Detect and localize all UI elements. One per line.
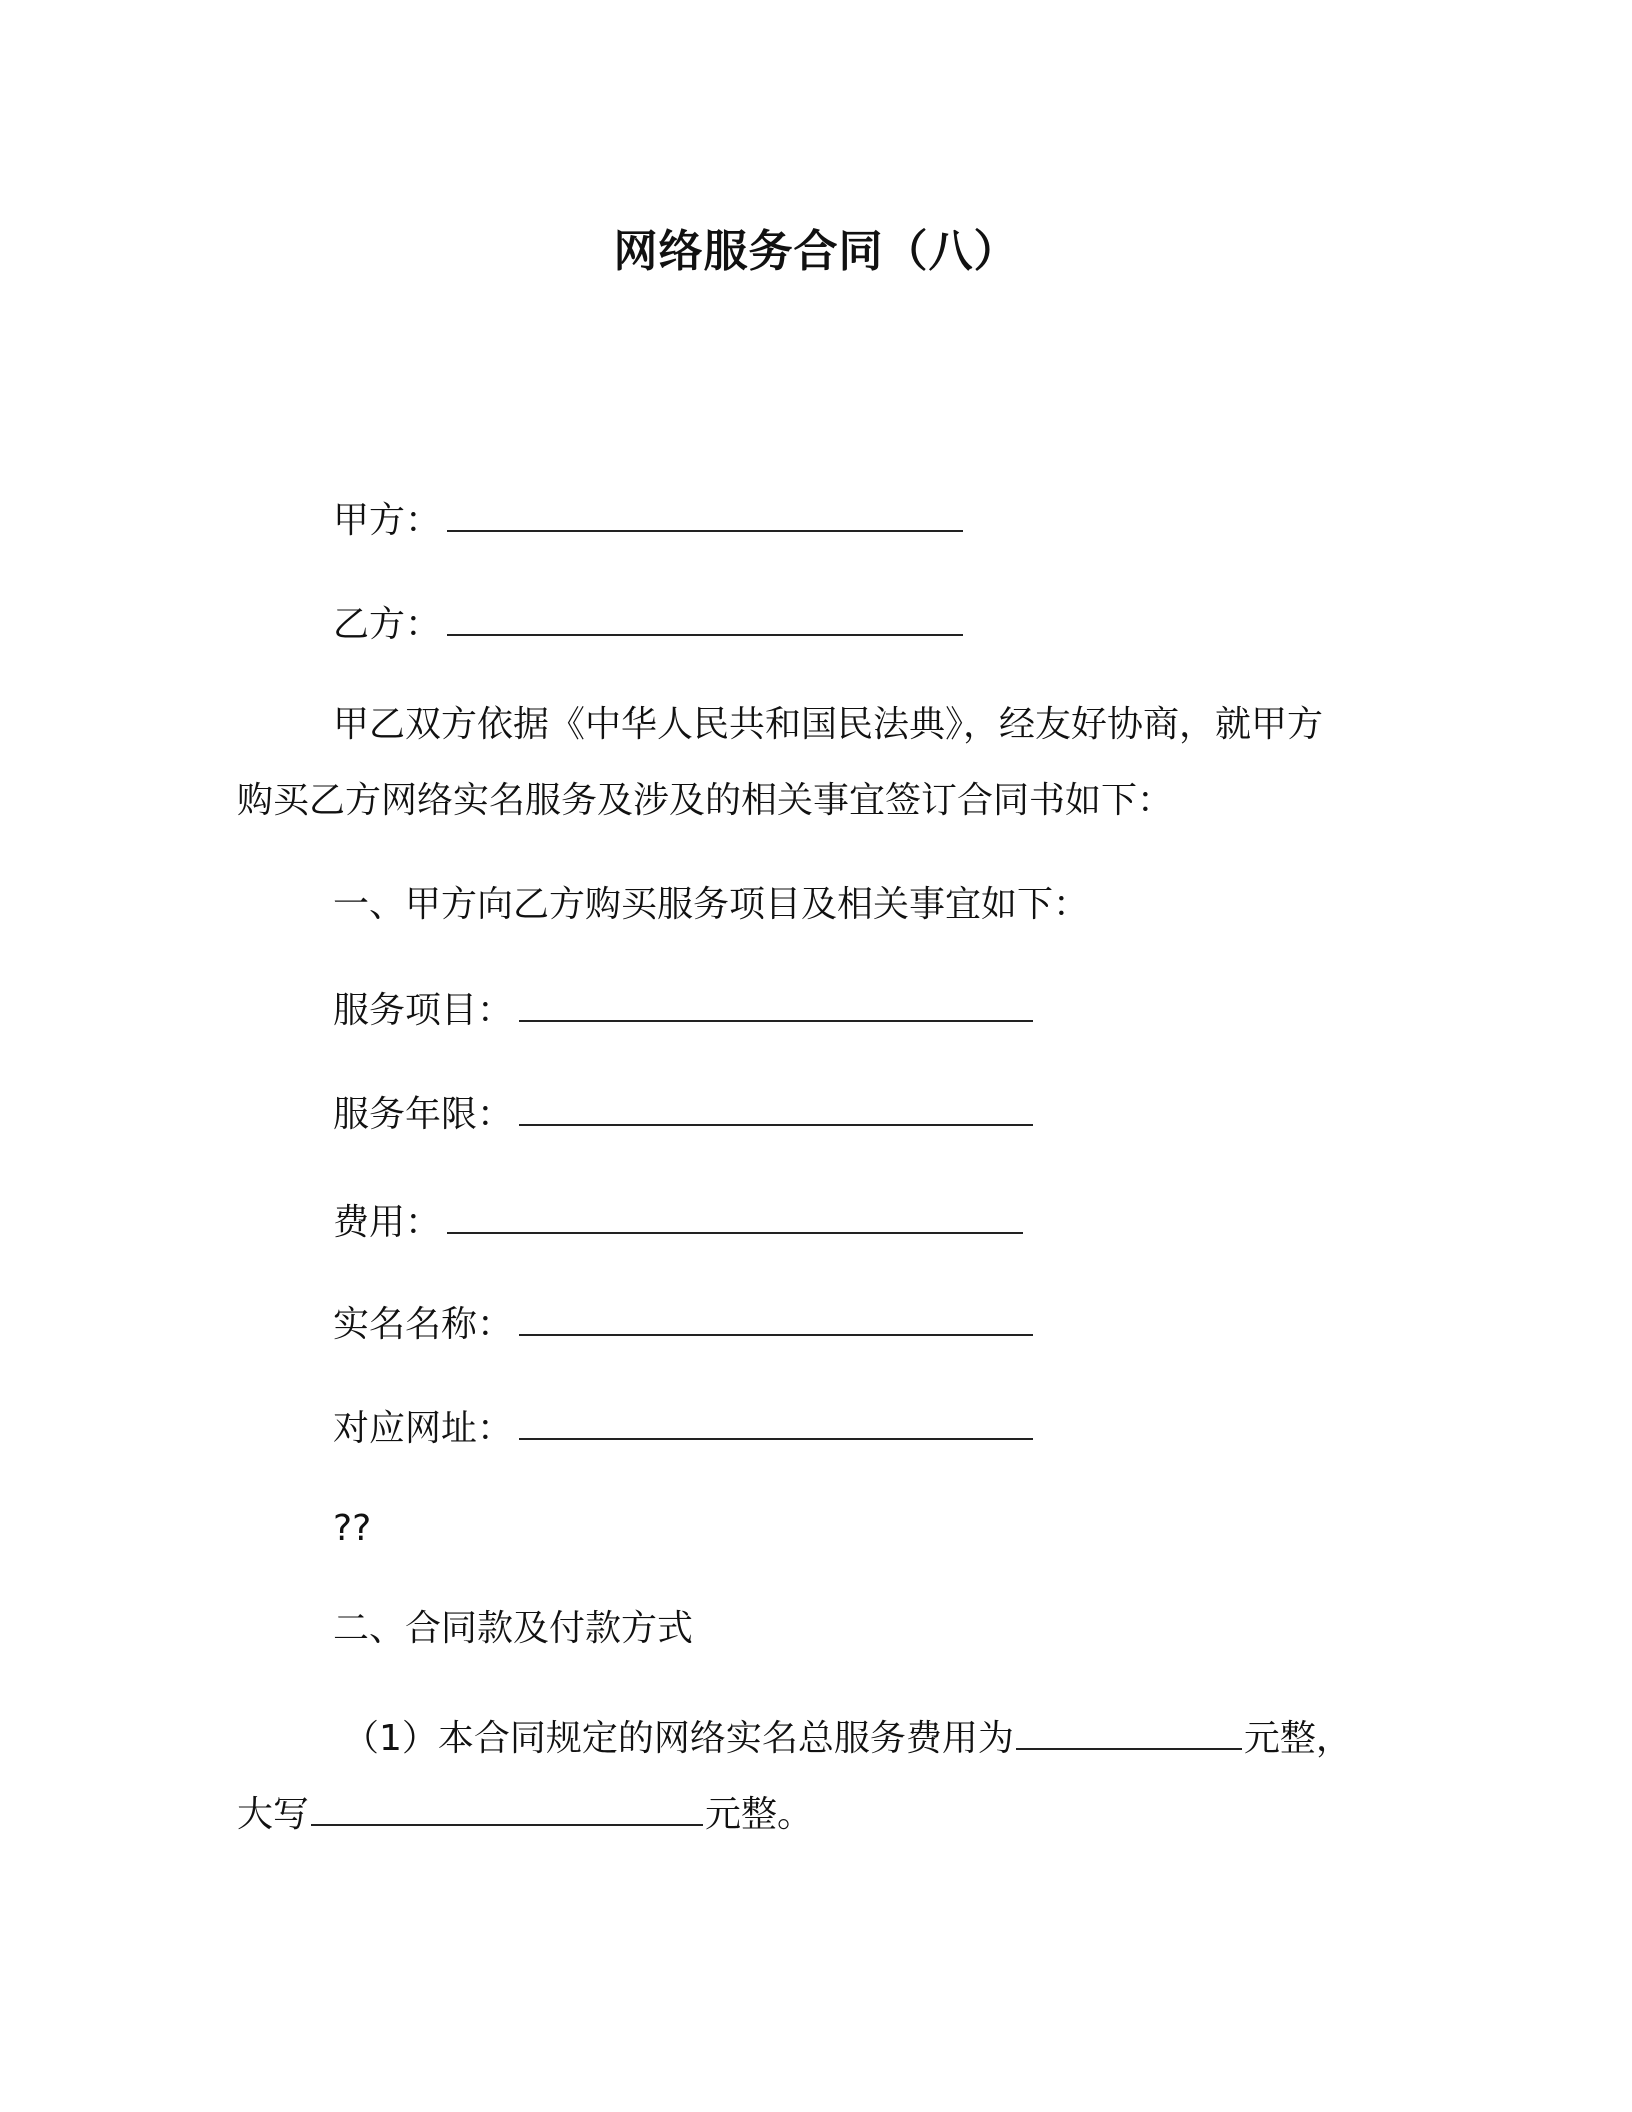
- clause-1-line-2-suffix: 元整。: [705, 1794, 814, 1835]
- service-term-blank[interactable]: [519, 1086, 1033, 1126]
- service-item-label: 服务项目：: [333, 990, 514, 1031]
- real-name-line: [333, 1296, 1033, 1350]
- intro-paragraph-line-1: 甲乙双方依据《中华人民共和国民法典》，经友好协商，就甲方: [333, 704, 1324, 745]
- service-item-line: [333, 982, 1033, 1036]
- real-name-label: 实名名称：: [333, 1304, 514, 1345]
- service-term-line: [333, 1086, 1033, 1140]
- fee-blank[interactable]: [447, 1194, 1023, 1234]
- url-blank[interactable]: [519, 1400, 1033, 1440]
- uppercase-amount-blank[interactable]: [311, 1786, 703, 1826]
- service-item-blank[interactable]: [519, 982, 1033, 1022]
- section-2-heading: 二、合同款及付款方式: [333, 1608, 694, 1649]
- party-b-blank[interactable]: [447, 596, 963, 636]
- placeholder-text: ??: [333, 1508, 372, 1549]
- party-b-line: [333, 596, 963, 650]
- clause-1-suffix: 元整，: [1243, 1718, 1352, 1759]
- section-1-heading: 一、甲方向乙方购买服务项目及相关事宜如下：: [333, 884, 1090, 925]
- intro-paragraph-line-2: 购买乙方网络实名服务及涉及的相关事宜签订合同书如下：: [237, 780, 1174, 821]
- fee-line: [333, 1194, 1023, 1248]
- fee-label: 费用：: [333, 1202, 442, 1243]
- url-label: 对应网址：: [333, 1408, 514, 1449]
- clause-1-line-1: [343, 1710, 1352, 1764]
- uppercase-amount-label: 大写: [237, 1794, 310, 1835]
- total-fee-blank[interactable]: [1016, 1710, 1242, 1750]
- party-a-line: [333, 492, 963, 546]
- party-a-label: 甲方：: [333, 500, 442, 541]
- clause-1-line-2: [237, 1786, 813, 1840]
- service-term-label: 服务年限：: [333, 1094, 514, 1135]
- party-a-blank[interactable]: [447, 492, 963, 532]
- real-name-blank[interactable]: [519, 1296, 1033, 1336]
- party-b-label: 乙方：: [333, 604, 442, 645]
- url-line: [333, 1400, 1033, 1454]
- clause-1-text: （1）本合同规定的网络实名总服务费用为: [343, 1718, 1014, 1759]
- document-title: 网络服务合同（八）: [613, 226, 1019, 277]
